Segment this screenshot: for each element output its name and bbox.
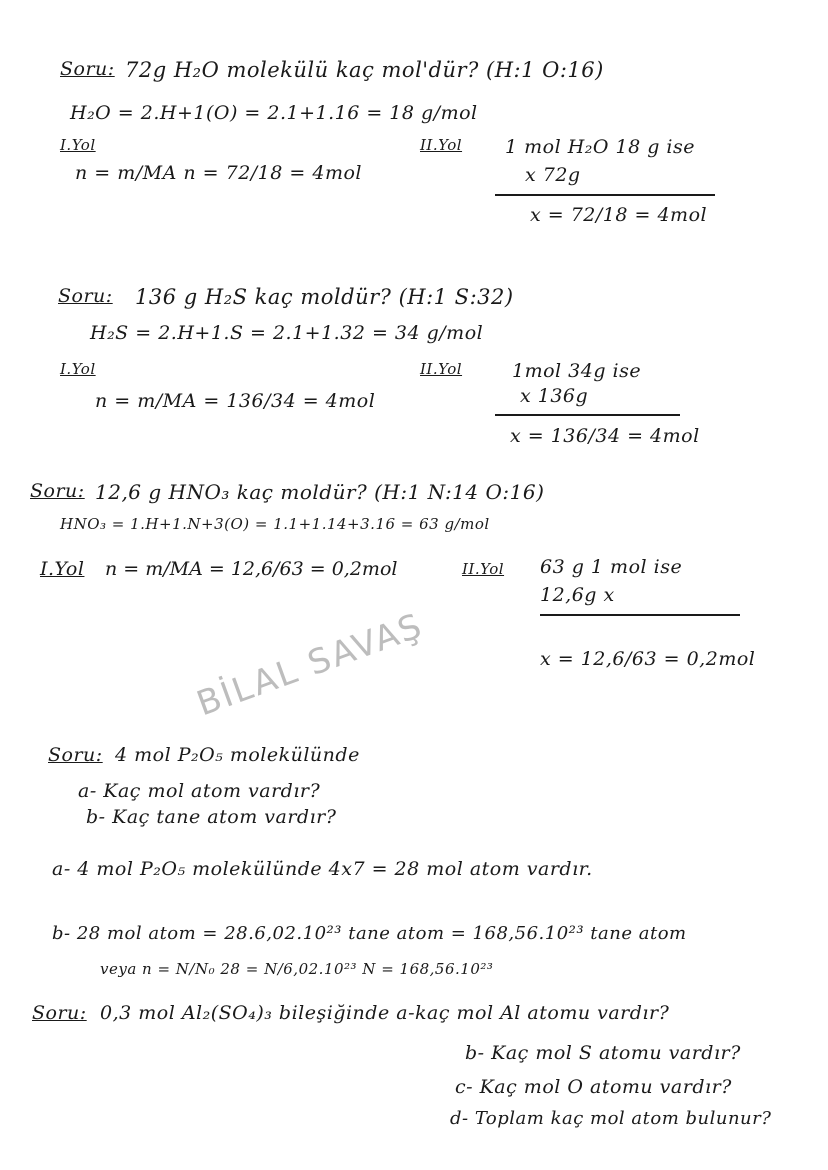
alternative-solution: veya n = N/N₀ 28 = N/6,02.10²³ N = 168,56.10²³	[100, 960, 494, 978]
sub-question-b: b- Kaç tane atom vardır?	[86, 806, 337, 828]
soru-label: Soru:	[30, 480, 85, 502]
question-text: 0,3 mol Al₂(SO₄)₃ bileşiğinde a-kaç mol Al atomu vardır?	[100, 1002, 670, 1024]
divider	[495, 414, 680, 416]
proportion-line-1: 63 g 1 mol ise	[540, 556, 683, 578]
proportion-line-2: x 136g	[520, 385, 589, 407]
proportion-line-2: 12,6g x	[540, 584, 615, 606]
molar-mass: H₂S = 2.H+1.S = 2.1+1.32 = 34 g/mol	[90, 322, 484, 344]
soru-label: Soru:	[32, 1002, 87, 1024]
soru-label: Soru:	[60, 58, 115, 80]
result: x = 72/18 = 4mol	[530, 204, 708, 226]
result: x = 136/34 = 4mol	[510, 425, 700, 447]
proportion-line-1: 1mol 34g ise	[512, 360, 642, 382]
molar-mass: H₂O = 2.H+1(O) = 2.1+1.16 = 18 g/mol	[70, 102, 478, 124]
question-text: 72g H₂O molekülü kaç mol'dür? (H:1 O:16)	[125, 58, 604, 82]
soru-label: Soru:	[48, 744, 103, 766]
soru-label: Soru:	[58, 285, 113, 307]
way-2-label: II.Yol	[420, 136, 463, 154]
way-2-label: II.Yol	[420, 360, 463, 378]
way-2-label: II.Yol	[462, 560, 505, 578]
answer-a: a- 4 mol P₂O₅ molekülünde 4x7 = 28 mol atom vardır.	[52, 858, 593, 880]
way-1-label: I.Yol	[60, 360, 96, 378]
sub-question-d: d- Toplam kaç mol atom bulunur?	[450, 1108, 772, 1129]
sub-question-c: c- Kaç mol O atomu vardır?	[455, 1076, 732, 1098]
way-1-calc: n = m/MA = 12,6/63 = 0,2mol	[105, 558, 398, 580]
way-1-label: I.Yol	[40, 558, 85, 580]
divider	[540, 614, 740, 616]
way-1-calc: n = m/MA n = 72/18 = 4mol	[75, 162, 362, 184]
watermark: BİLAL SAVAŞ	[191, 605, 429, 725]
question-text: 12,6 g HNO₃ kaç moldür? (H:1 N:14 O:16)	[95, 480, 545, 504]
sub-question-b: b- Kaç mol S atomu vardır?	[465, 1042, 741, 1064]
divider	[495, 194, 715, 196]
way-1-label: I.Yol	[60, 136, 96, 154]
way-1-calc: n = m/MA = 136/34 = 4mol	[95, 390, 376, 412]
proportion-line-1: 1 mol H₂O 18 g ise	[505, 136, 695, 158]
sub-question-a: a- Kaç mol atom vardır?	[78, 780, 321, 802]
question-text: 4 mol P₂O₅ molekülünde	[115, 744, 360, 766]
proportion-line-2: x 72g	[525, 164, 581, 186]
molar-mass: HNO₃ = 1.H+1.N+3(O) = 1.1+1.14+3.16 = 63 g/mol	[60, 515, 490, 533]
result: x = 12,6/63 = 0,2mol	[540, 648, 756, 670]
question-text: 136 g H₂S kaç moldür? (H:1 S:32)	[135, 285, 514, 309]
answer-b: b- 28 mol atom = 28.6,02.10²³ tane atom = 168,56.10²³ tane atom	[52, 923, 687, 944]
